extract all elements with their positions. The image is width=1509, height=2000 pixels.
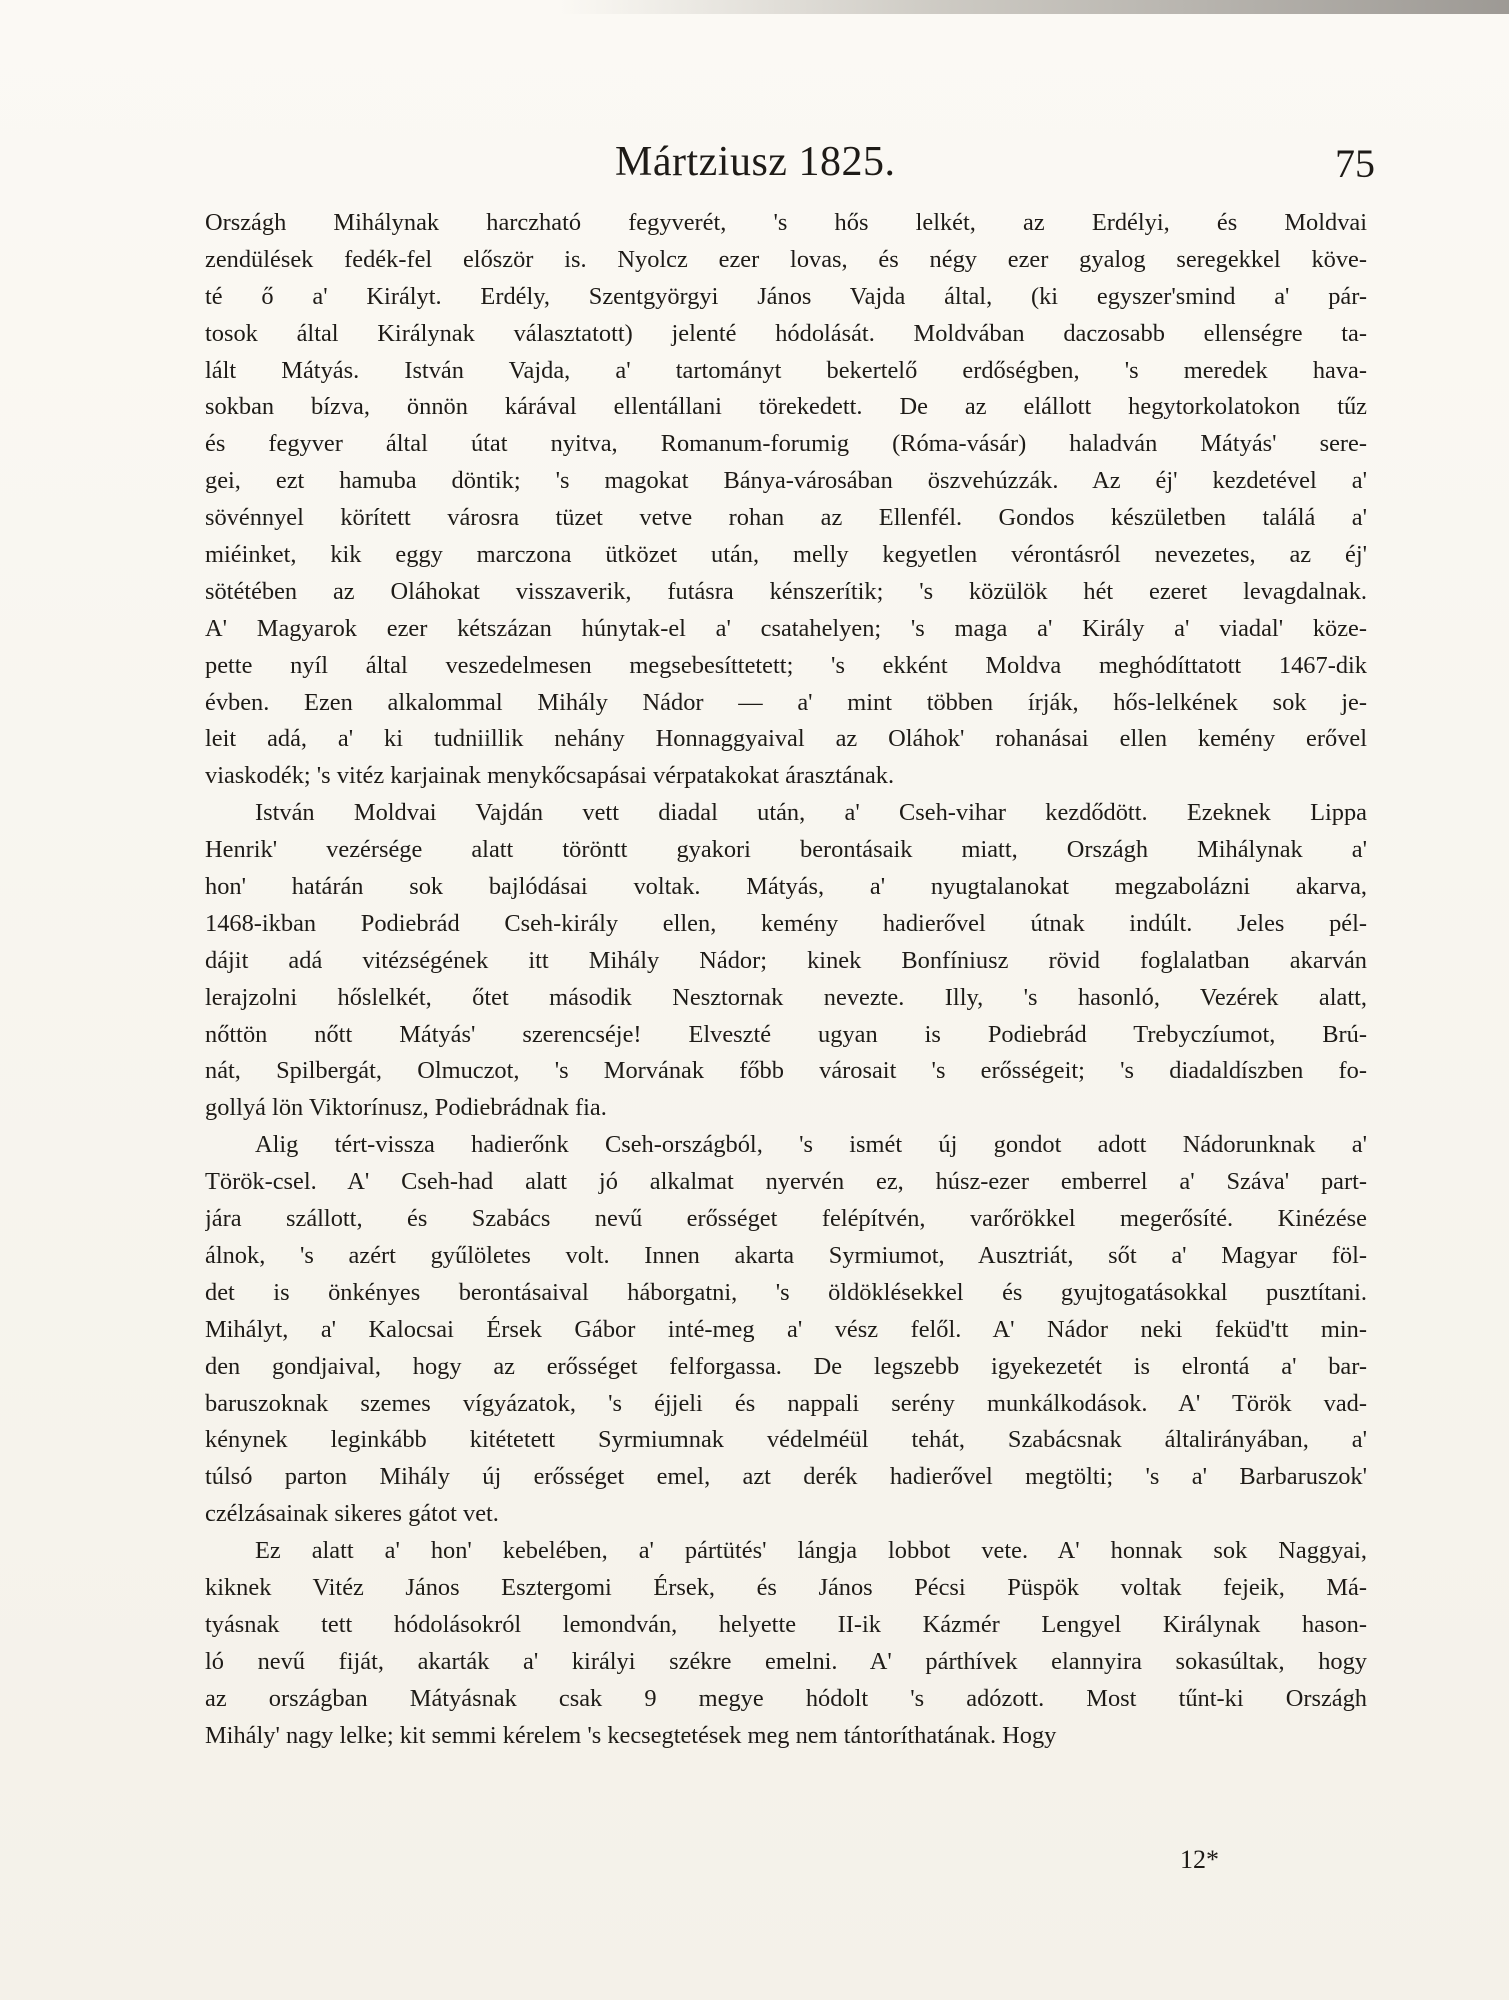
text-line: viaskodék; 's vitéz karjainak menykőcsapásai vérpatakokat árasztának. bbox=[205, 762, 895, 790]
text-line: det is önkényes berontásaival háborgatni, 's öldöklésekkel és gyujtogatásokkal pusztítani. bbox=[205, 1278, 1367, 1306]
text-line: kénynek leginkább kitétetett Syrmiumnak védelméül tehát, Szabácsnak általirányában, a' bbox=[205, 1426, 1367, 1454]
paragraph bbox=[205, 1127, 1367, 1533]
text-line: Ez alatt a' hon' kebelében, a' pártütés' lángja lobbot vete. A' honnak sok Naggyai, bbox=[255, 1537, 1367, 1565]
text-line: lerajzolni hőslelkét, őtet második Nesztornak nevezte. Illy, 's hasonló, Vezérek alatt, bbox=[205, 983, 1367, 1011]
text-line: túlsó parton Mihály új erősséget emel, azt derék hadierővel megtölti; 's a' Barbaruszok' bbox=[205, 1463, 1367, 1491]
text-line: lált Mátyás. István Vajda, a' tartományt bekertelő erdőségben, 's meredek hava- bbox=[205, 356, 1367, 384]
text-line: évben. Ezen alkalommal Mihály Nádor — a' mint többen írják, hős-lelkének sok je- bbox=[205, 688, 1367, 716]
text-line: miéinket, kik eggy marczona ütközet után, melly kegyetlen vérontásról nevezetes, az éj' bbox=[205, 541, 1367, 569]
text-line: pette nyíl által veszedelmesen megsebesíttetett; 's ekként Moldva meghódíttatott 1467-dik bbox=[205, 651, 1367, 679]
text-line: gei, ezt hamuba döntik; 's magokat Bánya-városában öszvehúzzák. Az éj' kezdetével a' bbox=[205, 467, 1367, 495]
text-line: álnok, 's azért gyűlöletes volt. Innen akarta Syrmiumot, Ausztriát, sőt a' Magyar föl- bbox=[205, 1241, 1367, 1269]
text-line: baruszoknak szemes vígyázatok, 's éjjeli és nappali serény munkálkodások. A' Török vad- bbox=[205, 1389, 1367, 1417]
text-line: sövénnyel körített városra tüzet vetve rohan az Ellenfél. Gondos készületben találá a' bbox=[205, 504, 1367, 532]
text-line: zendülések fedék-fel először is. Nyolcz ezer lovas, és négy ezer gyalog seregekkel köve- bbox=[205, 245, 1367, 273]
text-line: gollyá lön Viktorínusz, Podiebrádnak fia. bbox=[205, 1094, 607, 1122]
page-number: 75 bbox=[1335, 141, 1375, 186]
paragraph bbox=[205, 1533, 1367, 1754]
paragraph bbox=[205, 205, 1367, 795]
body-text bbox=[205, 205, 1367, 1754]
text-line: hon' határán sok bajlódásai voltak. Mátyás, a' nyugtalanokat megzabolázni akarva, bbox=[205, 873, 1367, 901]
text-line: tosok által Királynak választatott) jelenté hódolását. Moldvában daczosabb ellenségre ta- bbox=[205, 319, 1367, 347]
page-header bbox=[0, 138, 1509, 198]
text-line: Országh Mihálynak harczható fegyverét, 's hős lelkét, az Erdélyi, és Moldvai bbox=[205, 209, 1367, 236]
running-head: Mártziusz 1825. bbox=[615, 139, 896, 185]
text-line: kiknek Vitéz János Esztergomi Érsek, és János Pécsi Püspök voltak fejeik, Má- bbox=[205, 1573, 1367, 1601]
text-line: Mihályt, a' Kalocsai Érsek Gábor inté-meg a' vész felől. A' Nádor neki feküd'tt min- bbox=[205, 1315, 1367, 1343]
text-line: té ő a' Királyt. Erdély, Szentgyörgyi János Vajda által, (ki egyszer'smind a' pár- bbox=[205, 282, 1367, 310]
text-line: Mihály' nagy lelke; kit semmi kérelem 's kecsegtetések meg nem tántoríthatának. Hogy bbox=[205, 1721, 1057, 1749]
text-line: A' Magyarok ezer kétszázan húnytak-el a' csatahelyen; 's maga a' Király a' viadal' köze- bbox=[205, 614, 1367, 642]
text-line: sötétében az Oláhokat visszaverik, futásra kénszerítik; 's közülök hét ezeret levagdalnak. bbox=[205, 577, 1367, 605]
text-line: Alig tért-vissza hadierőnk Cseh-országból, 's ismét új gondot adott Nádorunknak a' bbox=[255, 1131, 1367, 1159]
text-line: den gondjaival, hogy az erősséget felforgassa. De legszebb igyekezetét is elrontá a' bar- bbox=[205, 1352, 1367, 1380]
text-line: István Moldvai Vajdán vett diadal után, a' Cseh-vihar kezdődött. Ezeknek Lippa bbox=[255, 799, 1367, 827]
text-line: nőttön nőtt Mátyás' szerencséje! Elveszté ugyan is Podiebrád Trebyczíumot, Brú- bbox=[205, 1020, 1367, 1048]
text-line: tyásnak tett hódolásokról lemondván, helyette II-ik Kázmér Lengyel Királynak hason- bbox=[205, 1610, 1367, 1638]
text-line: nát, Spilbergát, Olmuczot, 's Morvának főbb városait 's erősségeit; 's diadaldíszben fo- bbox=[205, 1057, 1367, 1085]
text-line: czélzásainak sikeres gátot vet. bbox=[205, 1500, 499, 1528]
text-line: 1468-ikban Podiebrád Cseh-király ellen, kemény hadierővel útnak indúlt. Jeles pél- bbox=[205, 909, 1367, 937]
text-line: leit adá, a' ki tudniillik nehány Honnaggyaival az Oláhok' rohanásai ellen kemény erővel bbox=[205, 725, 1367, 753]
text-line: dájit adá vitézségének itt Mihály Nádor; kinek Bonfíniusz rövid foglalatban akarván bbox=[205, 946, 1367, 974]
text-line: ló nevű fiját, akarták a' királyi székre emelni. A' párthívek elannyira sokasúltak, hogy bbox=[205, 1647, 1367, 1675]
text-line: Török-csel. A' Cseh-had alatt jó alkalmat nyervén ez, húsz-ezer emberrel a' Száva' part- bbox=[205, 1168, 1367, 1196]
text-line: az országban Mátyásnak csak 9 megye hódolt 's adózott. Most tűnt-ki Országh bbox=[205, 1684, 1367, 1712]
scan-edge-shadow bbox=[560, 0, 1509, 14]
paragraph bbox=[205, 795, 1367, 1127]
text-line: jára szállott, és Szabács nevű erősséget felépítvén, varőrökkel megerősíté. Kinézése bbox=[205, 1205, 1367, 1233]
text-line: sokban bízva, önnön kárával ellentállani törekedett. De az elállott hegytorkolatokon tűz bbox=[205, 393, 1367, 421]
signature-mark: 12* bbox=[1180, 1845, 1219, 1874]
text-line: és fegyver által útat nyitva, Romanum-forumig (Róma-vásár) haladván Mátyás' sere- bbox=[205, 430, 1367, 458]
text-line: Henrik' vezérsége alatt töröntt gyakori berontásaik miatt, Országh Mihálynak a' bbox=[205, 836, 1367, 864]
